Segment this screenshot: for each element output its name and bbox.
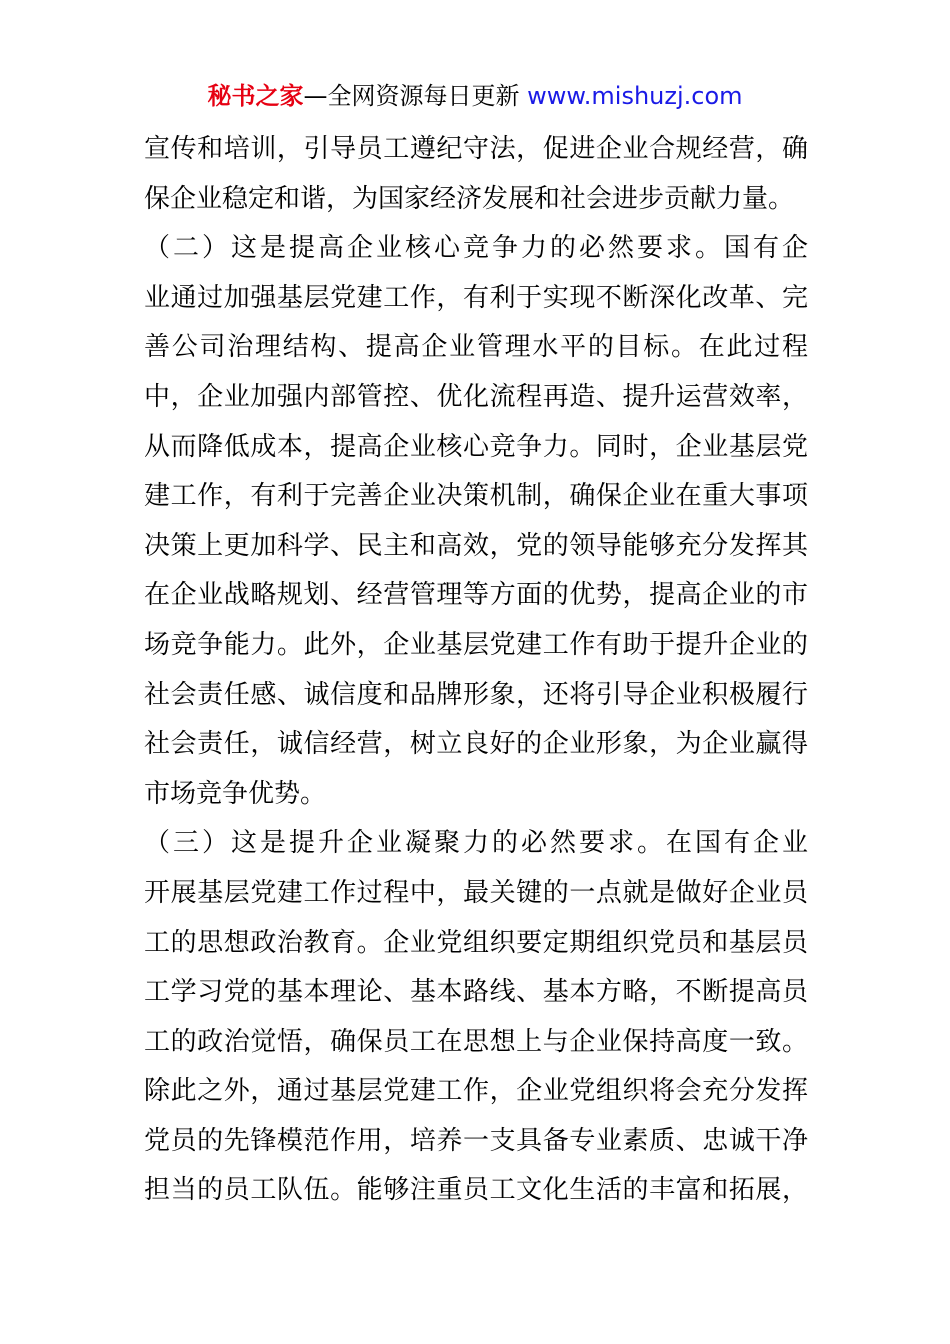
document-body	[144, 125, 808, 1216]
text-line: 场竞争能力。此外，企业基层党建工作有助于提升企业的	[144, 629, 808, 660]
text-line: 决策上更加科学、民主和高效，党的领导能够充分发挥其	[144, 530, 808, 561]
text-line: （二）这是提高企业核心竞争力的必然要求。国有企	[144, 233, 808, 264]
text-line: 担当的员工队伍。能够注重员工文化生活的丰富和拓展，	[144, 1175, 808, 1206]
text-line: 保企业稳定和谐，为国家经济发展和社会进步贡献力量。	[144, 183, 795, 214]
brand-name: 秘书之家	[207, 82, 304, 110]
text-line: 工的思想政治教育。企业党组织要定期组织党员和基层员	[144, 927, 808, 958]
text-line: 工的政治觉悟，确保员工在思想上与企业保持高度一致。	[144, 1026, 808, 1057]
text-line: 业通过加强基层党建工作，有利于实现不断深化改革、完	[144, 282, 808, 313]
text-line: 中，企业加强内部管控、优化流程再造、提升运营效率，	[144, 381, 808, 412]
text-line: 善公司治理结构、提高企业管理水平的目标。在此过程	[144, 332, 808, 363]
text-line: 社会责任，诚信经营，树立良好的企业形象，为企业赢得	[144, 729, 808, 760]
text-line: 工学习党的基本理论、基本路线、基本方略，不断提高员	[144, 977, 808, 1008]
text-line: 除此之外，通过基层党建工作，企业党组织将会充分发挥	[144, 1076, 808, 1107]
text-line: 从而降低成本，提高企业核心竞争力。同时，企业基层党	[144, 431, 808, 462]
text-line: 党员的先锋模范作用，培养一支具备专业素质、忠诚干净	[144, 1125, 808, 1156]
text-line: 在企业战略规划、经营管理等方面的优势，提高企业的市	[144, 580, 808, 611]
site-header	[0, 80, 950, 112]
text-line: （三）这是提升企业凝聚力的必然要求。在国有企业	[144, 828, 808, 859]
text-line: 社会责任感、诚信度和品牌形象，还将引导企业积极履行	[144, 679, 808, 710]
text-line: 开展基层党建工作过程中，最关键的一点就是做好企业员	[144, 877, 808, 908]
text-line: 建工作，有利于完善企业决策机制，确保企业在重大事项	[144, 481, 808, 512]
header-tagline: —全网资源每日更新	[303, 82, 520, 110]
text-line: 宣传和培训，引导员工遵纪守法，促进企业合规经营，确	[144, 134, 808, 164]
text-line: 市场竞争优势。	[144, 778, 327, 809]
site-url-link[interactable]: www.mishuzj.com	[527, 82, 743, 110]
